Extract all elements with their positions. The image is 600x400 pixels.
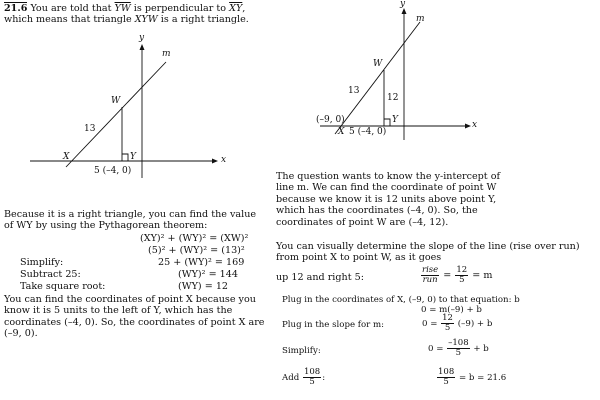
- left-point-x: X: [63, 152, 70, 162]
- right-x-axis-label: x: [472, 120, 478, 130]
- left-y-axis-label: y: [139, 33, 145, 43]
- left-x-axis-label: x: [221, 155, 227, 165]
- left-right-angle-marker: [122, 154, 128, 161]
- right-line-m: [335, 22, 420, 134]
- left-line-m-label: m: [162, 49, 171, 59]
- simplify-equation: 25 + (WY)² = 169: [158, 257, 245, 268]
- left-y-coordinates: 5 (–4, 0): [94, 166, 132, 176]
- simplify-label: Simplify:: [20, 257, 64, 268]
- rise-label: rise: [422, 265, 439, 275]
- final-equation: $\frac{108}{5}$ = b = 21.6: [438, 367, 507, 387]
- left-line-m: [66, 62, 166, 167]
- simplify-label-right: Simplify:: [282, 346, 321, 356]
- plug-coordinates-text: Plug in the coordinates of X, (–9, 0) to that equation: b: [282, 295, 520, 305]
- simplify-numerator: –108: [448, 338, 469, 348]
- right-paragraph-2: You can visually determine the slope of the line (rise over run) from point X to point W, as it goes: [276, 241, 580, 264]
- plug-slope-equation: 0 = $\frac{12}{5}$ (–9) + b: [422, 313, 493, 333]
- right-side-13: 13: [348, 86, 360, 96]
- slope-equals-m: = m: [472, 270, 493, 281]
- simplify-equation-right: 0 = $\frac{-108}{5}$ + b: [428, 338, 489, 358]
- problem-number: 21.6: [4, 3, 28, 14]
- left-paragraph-1: Because it is a right triangle, you can find the value of WY by using the Pythagorean theorem:: [4, 209, 257, 232]
- slope-line: [276, 266, 596, 288]
- left-point-w: W: [111, 96, 121, 106]
- right-y-coordinates: 5 (–4, 0): [349, 127, 387, 137]
- left-point-y: Y: [130, 152, 136, 162]
- right-right-angle-marker: [384, 119, 390, 126]
- right-paragraph-1: The question wants to know the y-intercept of line m. We can find the coordinate of point W because we know it is 12 units above point Y, which has the coordinates (–4, 0). So, the coordinates of point W are (–4, 12).: [276, 171, 501, 228]
- figure-left: [0, 0, 270, 190]
- figure-right: [280, 0, 600, 150]
- pythagorean-eq-1: (XY)² + (WY)² = (XW)²: [140, 233, 249, 244]
- subtract-label: Subtract 25:: [20, 269, 81, 280]
- final-numerator: 108: [438, 367, 455, 377]
- right-point-x: X: [338, 127, 345, 137]
- right-line-m-label: m: [416, 14, 425, 24]
- right-point-y: Y: [392, 115, 398, 125]
- left-paragraph-2: You can find the coordinates of point X because you know it is 5 units to the left of Y, which has the coordinates (–4, 0). So, the coordinates of point X are (–9, 0).: [4, 294, 265, 340]
- rise-over-run: $\frac{\text{rise}}{\text{run}}$ = $\frac{12}{5}$ = m: [422, 265, 493, 285]
- run-label: run: [422, 275, 438, 285]
- left-side-13: 13: [84, 124, 96, 134]
- triangle-name: XYW: [134, 14, 158, 26]
- right-y-axis-label: y: [400, 0, 406, 9]
- right-point-w: W: [373, 59, 383, 69]
- square-root-equation: (WY) = 12: [178, 281, 229, 292]
- segment-xy: $\overline{XY}$: [229, 3, 243, 14]
- final-answer: = b = 21.6: [458, 373, 507, 383]
- square-root-label: Take square root:: [20, 281, 106, 292]
- segment-yw: $\overline{YW}$: [114, 3, 131, 14]
- right-x-coordinates: (–9, 0): [316, 115, 345, 125]
- add-numerator: 108: [303, 367, 321, 377]
- subtract-equation: (WY)² = 144: [178, 269, 238, 280]
- right-side-12: 12: [387, 93, 399, 103]
- plug-coordinates-equation: 0 = m(–9) + b: [421, 305, 482, 315]
- up-and-right-text: up 12 and right 5:: [276, 272, 364, 283]
- problem-header: 21.6 You are told that $\overline{YW}$ is perpendicular to $\overline{XY}$, which means that triangle XYW is a right triangle.: [4, 3, 249, 26]
- add-step: Add $\frac{108}{5}$ :: [282, 367, 326, 387]
- slope-denominator: 5: [459, 275, 465, 285]
- pythagorean-eq-2: (5)² + (WY)² = (13)²: [148, 245, 245, 256]
- plug-slope-label: Plug in the slope for m:: [282, 320, 385, 330]
- figure-right-svg: [280, 0, 600, 150]
- slope-numerator: 12: [456, 265, 468, 275]
